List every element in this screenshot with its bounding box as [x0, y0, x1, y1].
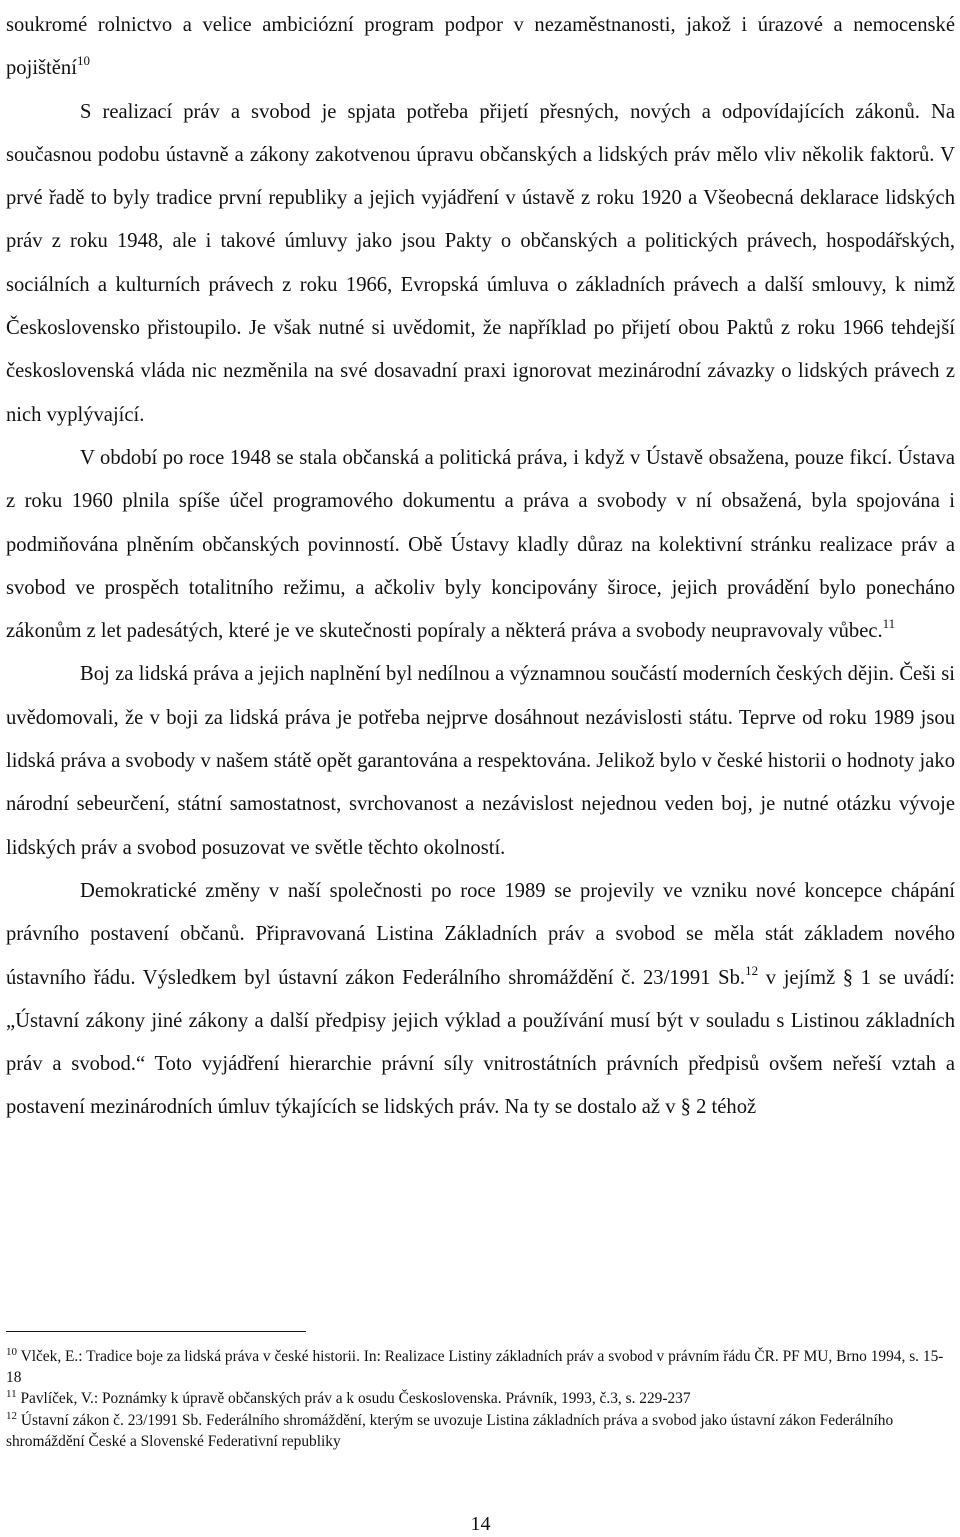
paragraph — [6, 870, 955, 1130]
footnote — [6, 1346, 955, 1388]
footnote-reference[interactable]: 11 — [882, 616, 896, 632]
footnotes — [6, 1346, 955, 1452]
footnote-number: 10 — [6, 1346, 17, 1358]
footnote-reference[interactable]: 12 — [745, 962, 759, 978]
paragraph-text: V období po roce 1948 se stala občanská a politická práva, i když v Ústavě obsažena, pouze fikcí. Ústava z roku 1960 plnila spíše účel programového dokumentu a práva a svobody v ní obsažená, byla spojována i podmiňována plněním občanských povinností. Obě Ústavy kladly důraz na kolektivní stránku realizace práv a svobod ve prospěch totalitního režimu, a ačkoliv byly koncipovány široce, jejich provádění bylo ponecháno zákonům z let padesátých, které je ve skutečnosti popíraly a některá práva a svobody neupravovaly vůbec. — [6, 446, 955, 643]
footnote — [6, 1388, 955, 1409]
paragraph-text: Boj za lidská práva a jejich naplnění byl nedílnou a významnou součástí moderních českých dějin. Češi si uvědomovali, že v boji za lidská práva je potřeba nejprve dosáhnout nezávislosti státu. Teprve od roku 1989 jsou lidská práva a svobody v našem státě opět garantována a respektována. Jelikož bylo v české historii o hodnoty jako národní sebeurčení, státní samostatnost, svrchovanost a nezávislost nejednou veden boj, je nutné otázku vývoje lidských práv a svobod posuzovat ve světle těchto okolností. — [6, 663, 955, 859]
paragraph-text: S realizací práv a svobod je spjata potřeba přijetí přesných, nových a odpovídajících zákonů. Na současnou podobu ústavně a zákony zakotvenou úpravu občanských a lidských práv mělo vliv několik faktorů. V prvé řadě to byly tradice první republiky a jejich vyjádření v ústavě z roku 1920 a Všeobecná deklarace lidských práv z roku 1948, ale i takové úmluvy jako jsou Pakty o občanských a politických právech, hospodářských, sociálních a kulturních právech z roku 1966, Evropská úmluva o základních právech a další smlouvy, k nimž Československo přistoupilo. Je však nutné si uvědomit, že například po přijetí obou Paktů z roku 1966 tehdejší československá vláda nic nezměnila na své dosavadní praxi ignorovat mezinárodní závazky o lidských právech z nich vyplývající. — [6, 100, 955, 426]
footnote-text: Vlček, E.: Tradice boje za lidská práva v české historii. In: Realizace Listiny základních práv a svobod v právním řádu ČR. PF MU, Brno 1994, s. 15-18 — [6, 1348, 944, 1387]
paragraph — [6, 653, 955, 869]
page-number: 14 — [470, 1513, 491, 1535]
footnote-number: 12 — [6, 1409, 17, 1422]
paragraph-continuation — [6, 4, 955, 91]
footnote-text: Pavlíček, V.: Poznámky k úpravě občanských práv a k osudu Československa. Právník, 1993, č.3, s. 229-237 — [20, 1390, 691, 1408]
footnote — [6, 1410, 955, 1452]
body-text — [6, 4, 955, 1130]
footnote-reference[interactable]: 10 — [76, 53, 90, 69]
paragraph-text: soukromé rolnictvo a velice ambiciózní program podpor v nezaměstnanosti, jakož i úrazové a nemocenské pojištění — [6, 14, 955, 80]
footnote-text: Ústavní zákon č. 23/1991 Sb. Federálního shromáždění, kterým se uvozuje Listina základních práva a svobod jako ústavní zákon Federálního shromáždění České a Slovenské Federativní republiky — [6, 1411, 894, 1450]
footnote-separator — [6, 1331, 306, 1332]
paragraph — [6, 437, 955, 653]
paragraph-text-tail: v jejímž § 1 se uvádí: „Ústavní zákony jiné zákony a další předpisy jejich výklad a používání musí být v souladu s Listinou základních práv a svobod.“ Toto vyjádření hierarchie právní síly vnitrostátních právních předpisů ovšem neřeší vztah a postavení mezinárodních úmluv týkajících se lidských práv. Na ty se dostalo až v § 2 téhož — [6, 966, 956, 1119]
paragraph — [6, 91, 955, 437]
footnote-number: 11 — [6, 1388, 17, 1401]
paragraph-text: Demokratické změny v naší společnosti po roce 1989 se projevily ve vzniku nové koncepce chápání právního postavení občanů. Připravovaná Listina Základních práv a svobod se měla stát základem nového ústavního řádu. Výsledkem byl ústavní zákon Federálního shromáždění č. 23/1991 Sb. — [6, 879, 955, 989]
